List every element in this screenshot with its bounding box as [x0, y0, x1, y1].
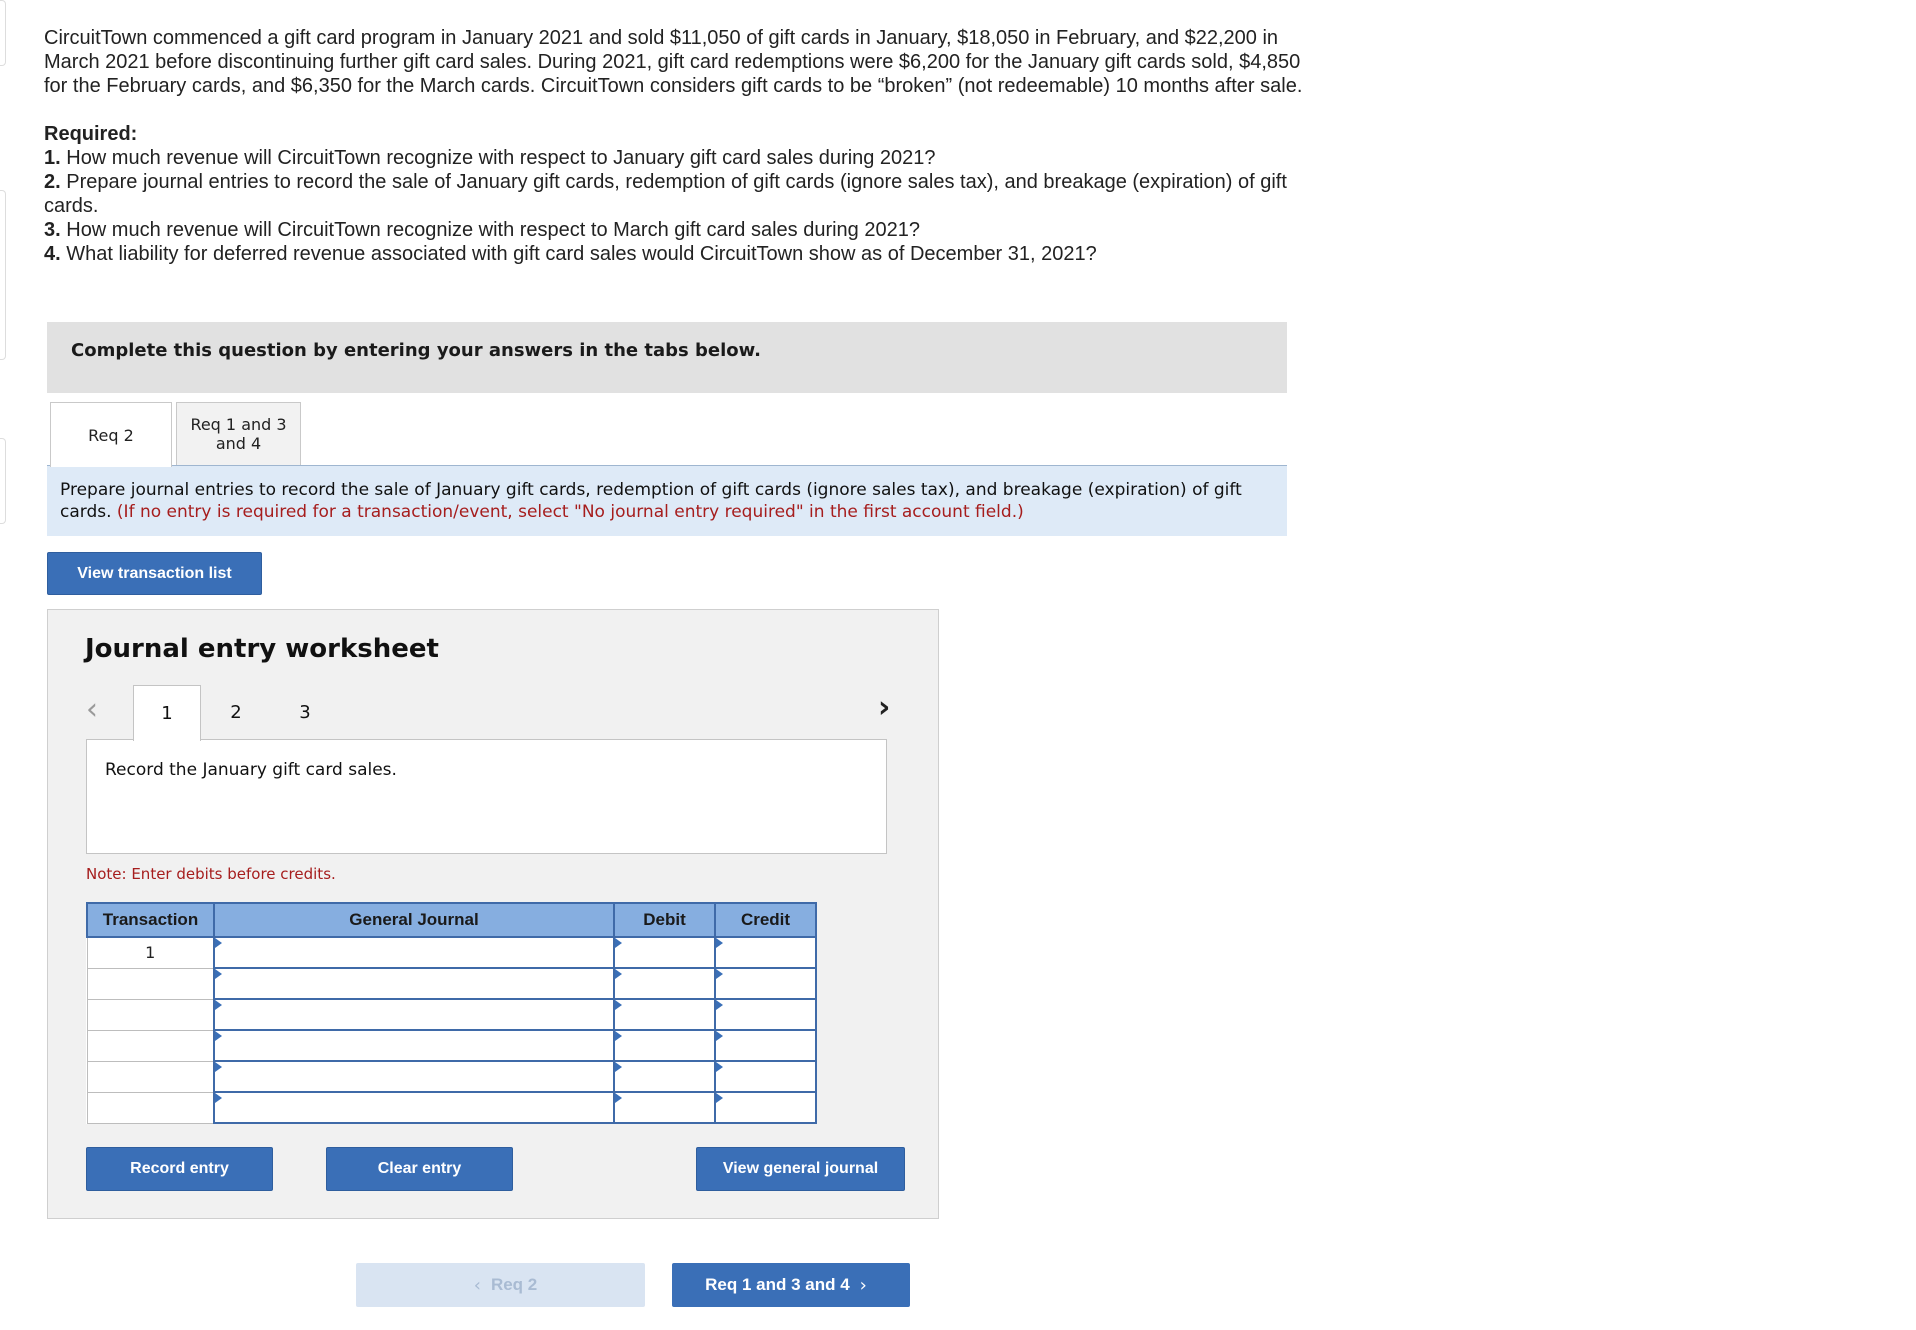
- debit-field[interactable]: [614, 1061, 715, 1092]
- worksheet-title: Journal entry worksheet: [85, 634, 439, 664]
- credit-field[interactable]: [715, 968, 816, 999]
- debit-field[interactable]: [614, 937, 715, 968]
- account-field[interactable]: [214, 937, 614, 968]
- transaction-cell: 1: [87, 937, 214, 968]
- column-header-general-journal: General Journal: [214, 903, 614, 937]
- worksheet-page-1[interactable]: 1: [133, 685, 201, 741]
- table-row: [87, 1030, 816, 1061]
- chevron-left-icon: ‹: [473, 1274, 481, 1296]
- debit-field[interactable]: [614, 1030, 715, 1061]
- entry-description-text: Record the January gift card sales.: [105, 760, 397, 780]
- account-field[interactable]: [214, 1030, 614, 1061]
- left-edge-marker: [0, 0, 6, 66]
- prompt-box: [47, 466, 1287, 536]
- view-general-journal-button[interactable]: View general journal: [696, 1147, 905, 1191]
- journal-header-row: [87, 903, 816, 937]
- chevron-right-icon[interactable]: ›: [878, 690, 891, 725]
- table-row: [87, 937, 816, 968]
- tab-label: Req 1 and 3 and 4: [190, 415, 287, 453]
- next-requirement-button[interactable]: [672, 1263, 910, 1307]
- required-item-4: 4. What liability for deferred revenue associated with gift card sales would CircuitTown show as of December 31, 2021?: [44, 243, 1097, 265]
- prev-requirement-label: Req 2: [490, 1275, 538, 1294]
- transaction-cell: [87, 999, 214, 1030]
- required-title: Required:: [44, 123, 138, 145]
- problem-intro: CircuitTown commenced a gift card program in January 2021 and sold $11,050 of gift cards in January, $18,050 in February, and $22,200 in March 2021 before discontinuing further gift card sales. During 2021, gift card redemptions were $6,200 for the January gift cards sold, $4,850 for the February cards, and $6,350 for the March cards. CircuitTown considers gift cards to be “broken” (not redeemable) 10 months after sale.: [44, 27, 1303, 97]
- prev-requirement-button: [356, 1263, 645, 1307]
- table-row: [87, 1061, 816, 1092]
- instruction-bar: [47, 322, 1287, 393]
- transaction-cell: [87, 1030, 214, 1061]
- worksheet-page-3[interactable]: 3: [299, 702, 311, 723]
- table-row: [87, 1092, 816, 1123]
- journal-entry-worksheet: [47, 609, 939, 1219]
- next-requirement-label: Req 1 and 3 and 4: [705, 1275, 850, 1294]
- column-header-credit: Credit: [715, 903, 816, 937]
- journal-table: [86, 902, 817, 1124]
- entry-note: Note: Enter debits before credits.: [86, 865, 336, 883]
- left-edge-marker: [0, 438, 6, 524]
- account-field[interactable]: [214, 999, 614, 1030]
- debit-field[interactable]: [614, 999, 715, 1030]
- chevron-left-icon[interactable]: ‹: [86, 692, 98, 727]
- table-row: [87, 999, 816, 1030]
- account-field[interactable]: [214, 1061, 614, 1092]
- column-header-transaction: Transaction: [87, 903, 214, 937]
- clear-entry-button[interactable]: Clear entry: [326, 1147, 513, 1191]
- left-edge-marker: [0, 190, 6, 360]
- problem-statement: [44, 26, 1314, 266]
- transaction-cell: [87, 1092, 214, 1123]
- tab-req-2[interactable]: [50, 402, 172, 467]
- table-row: [87, 968, 816, 999]
- prompt-hint: (If no entry is required for a transaction/event, select "No journal entry required" in the first account field.): [116, 502, 1024, 522]
- transaction-cell: [87, 1061, 214, 1092]
- column-header-debit: Debit: [614, 903, 715, 937]
- credit-field[interactable]: [715, 999, 816, 1030]
- entry-description: [86, 739, 887, 854]
- required-item-2: 2. Prepare journal entries to record the sale of January gift cards, redemption of gift cards (ignore sales tax), and breakage (expiration) of gift cards.: [44, 171, 1287, 217]
- credit-field[interactable]: [715, 1030, 816, 1061]
- account-field[interactable]: [214, 968, 614, 999]
- required-section: [44, 122, 1314, 266]
- debit-field[interactable]: [614, 1092, 715, 1123]
- instruction-text: Complete this question by entering your answers in the tabs below.: [71, 340, 761, 361]
- tab-req-1-3-4[interactable]: [176, 402, 301, 465]
- required-item-1: 1. How much revenue will CircuitTown recognize with respect to January gift card sales during 2021?: [44, 147, 936, 169]
- tab-label: Req 2: [88, 425, 134, 445]
- credit-field[interactable]: [715, 1092, 816, 1123]
- requirement-tabs: [47, 402, 1287, 466]
- required-item-3: 3. How much revenue will CircuitTown recognize with respect to March gift card sales during 2021?: [44, 219, 920, 241]
- account-field[interactable]: [214, 1092, 614, 1123]
- view-transaction-list-button[interactable]: View transaction list: [47, 552, 262, 595]
- credit-field[interactable]: [715, 1061, 816, 1092]
- transaction-cell: [87, 968, 214, 999]
- chevron-right-icon: ›: [859, 1274, 867, 1296]
- record-entry-button[interactable]: Record entry: [86, 1147, 273, 1191]
- prompt-text: Prepare journal entries to record the sale of January gift cards, redemption of gift cards (ignore sales tax), and breakage (expiration) of gift cards.: [60, 480, 1242, 522]
- worksheet-page-2[interactable]: 2: [230, 702, 242, 723]
- debit-field[interactable]: [614, 968, 715, 999]
- credit-field[interactable]: [715, 937, 816, 968]
